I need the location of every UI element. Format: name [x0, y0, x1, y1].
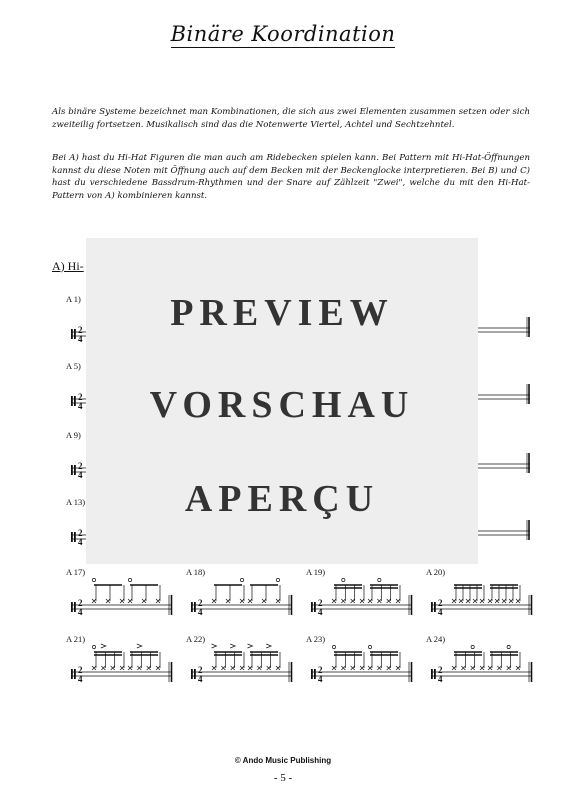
page-title: Binäre Koordination	[170, 22, 396, 46]
exercise-label: A 1)	[66, 294, 81, 304]
watermark-text-apercu: APERÇU	[184, 478, 380, 520]
exercise-label: A 22)	[186, 634, 206, 644]
time-signature-top: 2	[318, 598, 323, 608]
watermark-text-vorschau: VORSCHAU	[149, 384, 415, 426]
exercise-label: A 21)	[66, 634, 86, 644]
time-signature-bottom: 4	[318, 674, 323, 684]
time-signature-bottom: 4	[78, 674, 83, 684]
time-signature-top: 2	[78, 598, 83, 608]
exercise-a24	[426, 634, 536, 684]
exercise-label: A 24)	[426, 634, 446, 644]
page-number: - 5 -	[273, 772, 293, 784]
exercise-label: A 17)	[66, 567, 86, 577]
exercise-a23	[306, 634, 416, 684]
drum-notation	[426, 642, 534, 686]
time-signature-bottom: 4	[318, 607, 323, 617]
drum-notation	[66, 642, 174, 686]
time-signature-bottom: 4	[438, 607, 443, 617]
time-signature-bottom: 4	[78, 607, 83, 617]
exercise-label: A 19)	[306, 567, 326, 577]
time-signature-bottom: 4	[78, 334, 83, 344]
time-signature-top: 2	[438, 598, 443, 608]
exercise-a18	[186, 567, 296, 617]
exercise-a19	[306, 567, 416, 617]
drum-notation	[306, 575, 414, 619]
time-signature-top: 2	[198, 598, 203, 608]
exercise-a20	[426, 567, 536, 617]
exercise-label: A 9)	[66, 430, 81, 440]
section-heading: A) Hi-	[52, 259, 84, 273]
exercise-label: A 13)	[66, 497, 86, 507]
drum-notation	[186, 575, 294, 619]
time-signature-bottom: 4	[78, 537, 83, 547]
time-signature-top: 2	[318, 665, 323, 675]
watermark-text-preview: PREVIEW	[170, 292, 394, 334]
time-signature-bottom: 4	[198, 674, 203, 684]
time-signature-bottom: 4	[438, 674, 443, 684]
drum-notation	[186, 642, 294, 686]
time-signature-bottom: 4	[198, 607, 203, 617]
exercise-a21	[66, 634, 176, 684]
exercise-label: A 5)	[66, 361, 81, 371]
time-signature-top: 2	[78, 461, 83, 471]
exercise-a22	[186, 634, 296, 684]
drum-notation	[426, 575, 534, 619]
time-signature-bottom: 4	[78, 470, 83, 480]
time-signature-top: 2	[78, 325, 83, 335]
notation-fragment	[478, 292, 534, 542]
time-signature-top: 2	[78, 528, 83, 538]
drum-notation	[306, 642, 414, 686]
copyright-notice: © Ando Music Publishing	[234, 756, 332, 765]
exercise-a17	[66, 567, 176, 617]
exercise-label: A 23)	[306, 634, 326, 644]
time-signature-top: 2	[78, 665, 83, 675]
time-signature-top: 2	[198, 665, 203, 675]
time-signature-top: 2	[438, 665, 443, 675]
time-signature-top: 2	[78, 392, 83, 402]
exercise-label: A 20)	[426, 567, 446, 577]
exercise-label: A 18)	[186, 567, 206, 577]
instructions-paragraph: Bei A) hast du Hi-Hat Figuren die man auch am Ridebecken spielen kann. Bei Pattern mit Hi-Hat-Öffnungen kannst du diese Noten mit Öffnung auch auf dem Becken mit der Beckenglocke interpretieren. Bei B) und C) hast du verschiedene Bassdrum-Rhythmen und der Snare auf Zählzeit "Zwei", welche du mit den Hi-Hat-Pattern von A) kombinieren kannst.	[52, 153, 530, 201]
drum-notation	[66, 575, 174, 619]
time-signature-bottom: 4	[78, 401, 83, 411]
intro-paragraph: Als binäre Systeme bezeichnet man Kombinationen, die sich aus zwei Elementen zusammen setzen oder sich zweiteilig fortsetzen. Musikalisch sind das die Notenwerte Viertel, Achtel und Sechtzehntel.	[52, 107, 530, 130]
